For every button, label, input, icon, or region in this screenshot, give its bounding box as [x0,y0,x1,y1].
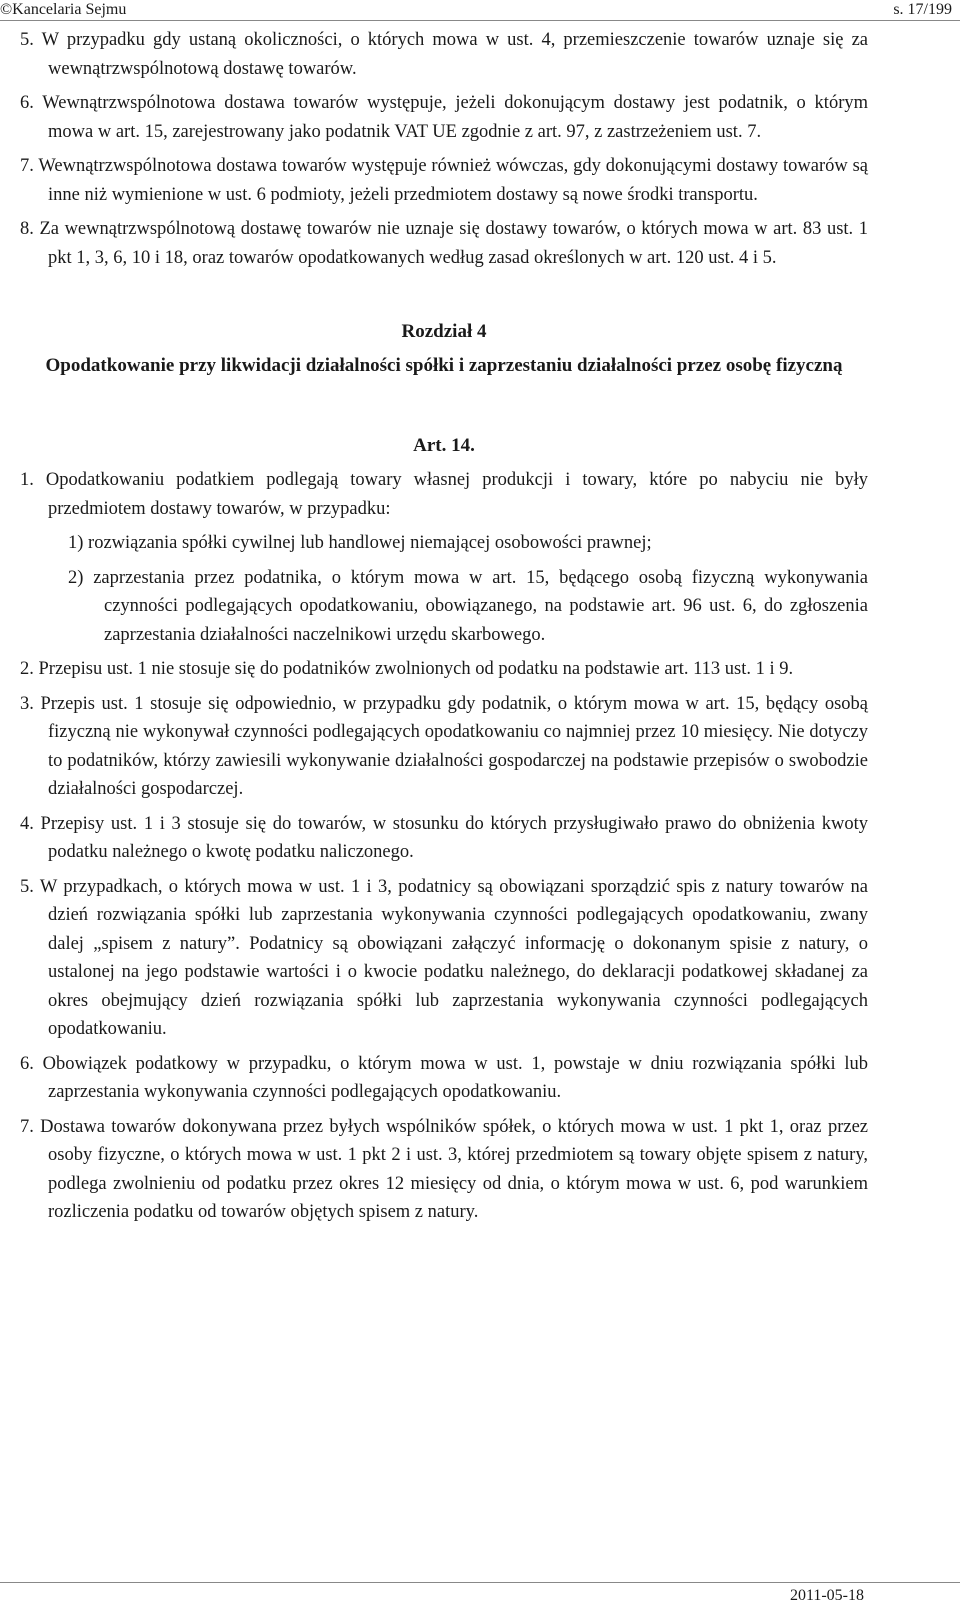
article-item-2: 2) zaprzestania przez podatnika, o którym mowa w art. 15, będącego osobą fizyczną wykonywania czynności podlegających opodatkowaniu, obowiązanego, na podstawie art. 96 ust. 6, do zgłoszenia zaprzestania działalności naczelnikowi urzędu skarbowego. [68,567,868,645]
article-paragraph-6: 6. Obowiązek podatkowy w przypadku, o którym mowa w ust. 1, powstaje w dniu rozwiązania spółki lub zaprzestania wykonywania czynności podlegających opodatkowaniu. [20,1053,868,1102]
footer-divider [0,1582,960,1583]
article-title: Art. 14. [413,435,475,456]
header-copyright: ©Kancelaria Sejmu [0,1,127,18]
paragraph-7: 7. Wewnątrzwspólnotowa dostawa towarów występuje również wówczas, gdy dokonującymi dostawy towarów są inne niż wymienione w ust. 6 podmioty, jeżeli przedmiotem dostawy są nowe środki transportu. [20,156,868,205]
article-item-1: 1) rozwiązania spółki cywilnej lub handlowej niemającej osobowości prawnej; [68,533,652,553]
article-paragraph-2: 2. Przepisu ust. 1 nie stosuje się do podatników zwolnionych od podatku na podstawie art. 113 ust. 1 i 9. [20,659,794,679]
article-paragraph-5: 5. W przypadkach, o których mowa w ust. 1 i 3, podatnicy są obowiązani sporządzić spis z natury towarów na dzień rozwiązania spółki lub zaprzestania wykonywania czynności podlegających opodatkowaniu, zwany dalej „spisem z natury”. Podatnicy są obowiązani załączyć informację o dokonanym spisie z natury, o ustalonej na jego podstawie wartości i o kwocie podatku należnego, do deklaracji podatkowej składanej za okres obejmujący dzień rozwiązania spółki lub zaprzestania wykonywania czynności podlegających opodatkowaniu. [20,876,868,1039]
document-body [20,26,868,1233]
paragraph-6: 6. Wewnątrzwspólnotowa dostawa towarów występuje, jeżeli dokonującym dostawy jest podatnik, o którym mowa w art. 15, zarejestrowany jako podatnik VAT UE zgodnie z art. 97, z zastrzeżeniem ust. 7. [20,93,868,142]
article-paragraph-7: 7. Dostawa towarów dokonywana przez byłych wspólników spółek, o których mowa w ust. 1 pkt 1, oraz przez osoby fizyczne, o których mowa w ust. 1 pkt 2 i ust. 3, której przedmiotem są towary objęte spisem z natury, podlega zwolnieniu od podatku przez okres 12 miesięcy od dnia, o którym mowa w ust. 6, pod warunkiem rozliczenia podatku od towarów objętych spisem z natury. [20,1116,868,1222]
header-divider [0,20,960,21]
article-paragraph-3: 3. Przepis ust. 1 stosuje się odpowiednio, w przypadku gdy podatnik, o którym mowa w art. 15, będący osobą fizyczną nie wykonywał czynności podlegających opodatkowaniu co najmniej przez 10 miesięcy. Nie dotyczy to podatników, którzy zawiesili wykonywanie działalności gospodarczej na podstawie przepisów o swobodzie działalności gospodarczej. [20,693,868,799]
chapter-number: Rozdział 4 [401,321,487,342]
paragraph-5: 5. W przypadku gdy ustaną okoliczności, o których mowa w ust. 4, przemieszczenie towarów uznaje się za wewnątrzwspólnotową dostawę towarów. [20,30,868,79]
article-paragraph-4: 4. Przepisy ust. 1 i 3 stosuje się do towarów, w stosunku do których przysługiwało prawo do obniżenia kwoty podatku należnego o kwotę podatku naliczonego. [20,813,868,862]
header-page-number: s. 17/199 [893,1,952,18]
article-paragraph-1: 1. Opodatkowaniu podatkiem podlegają towary własnej produkcji i towary, które po nabyciu nie były przedmiotem dostawy towarów, w przypadku: [20,470,868,519]
paragraph-8: 8. Za wewnątrzwspólnotową dostawę towarów nie uznaje się dostawy towarów, o których mowa w art. 83 ust. 1 pkt 1, 3, 6, 10 i 18, oraz towarów opodatkowanych według zasad określonych w art. 120 ust. 4 i 5. [20,219,868,268]
footer-date: 2011-05-18 [789,1587,864,1604]
chapter-title: Opodatkowanie przy likwidacji działalności spółki i zaprzestaniu działalności przez osobę fizyczną [45,355,843,376]
page-header [0,0,960,22]
